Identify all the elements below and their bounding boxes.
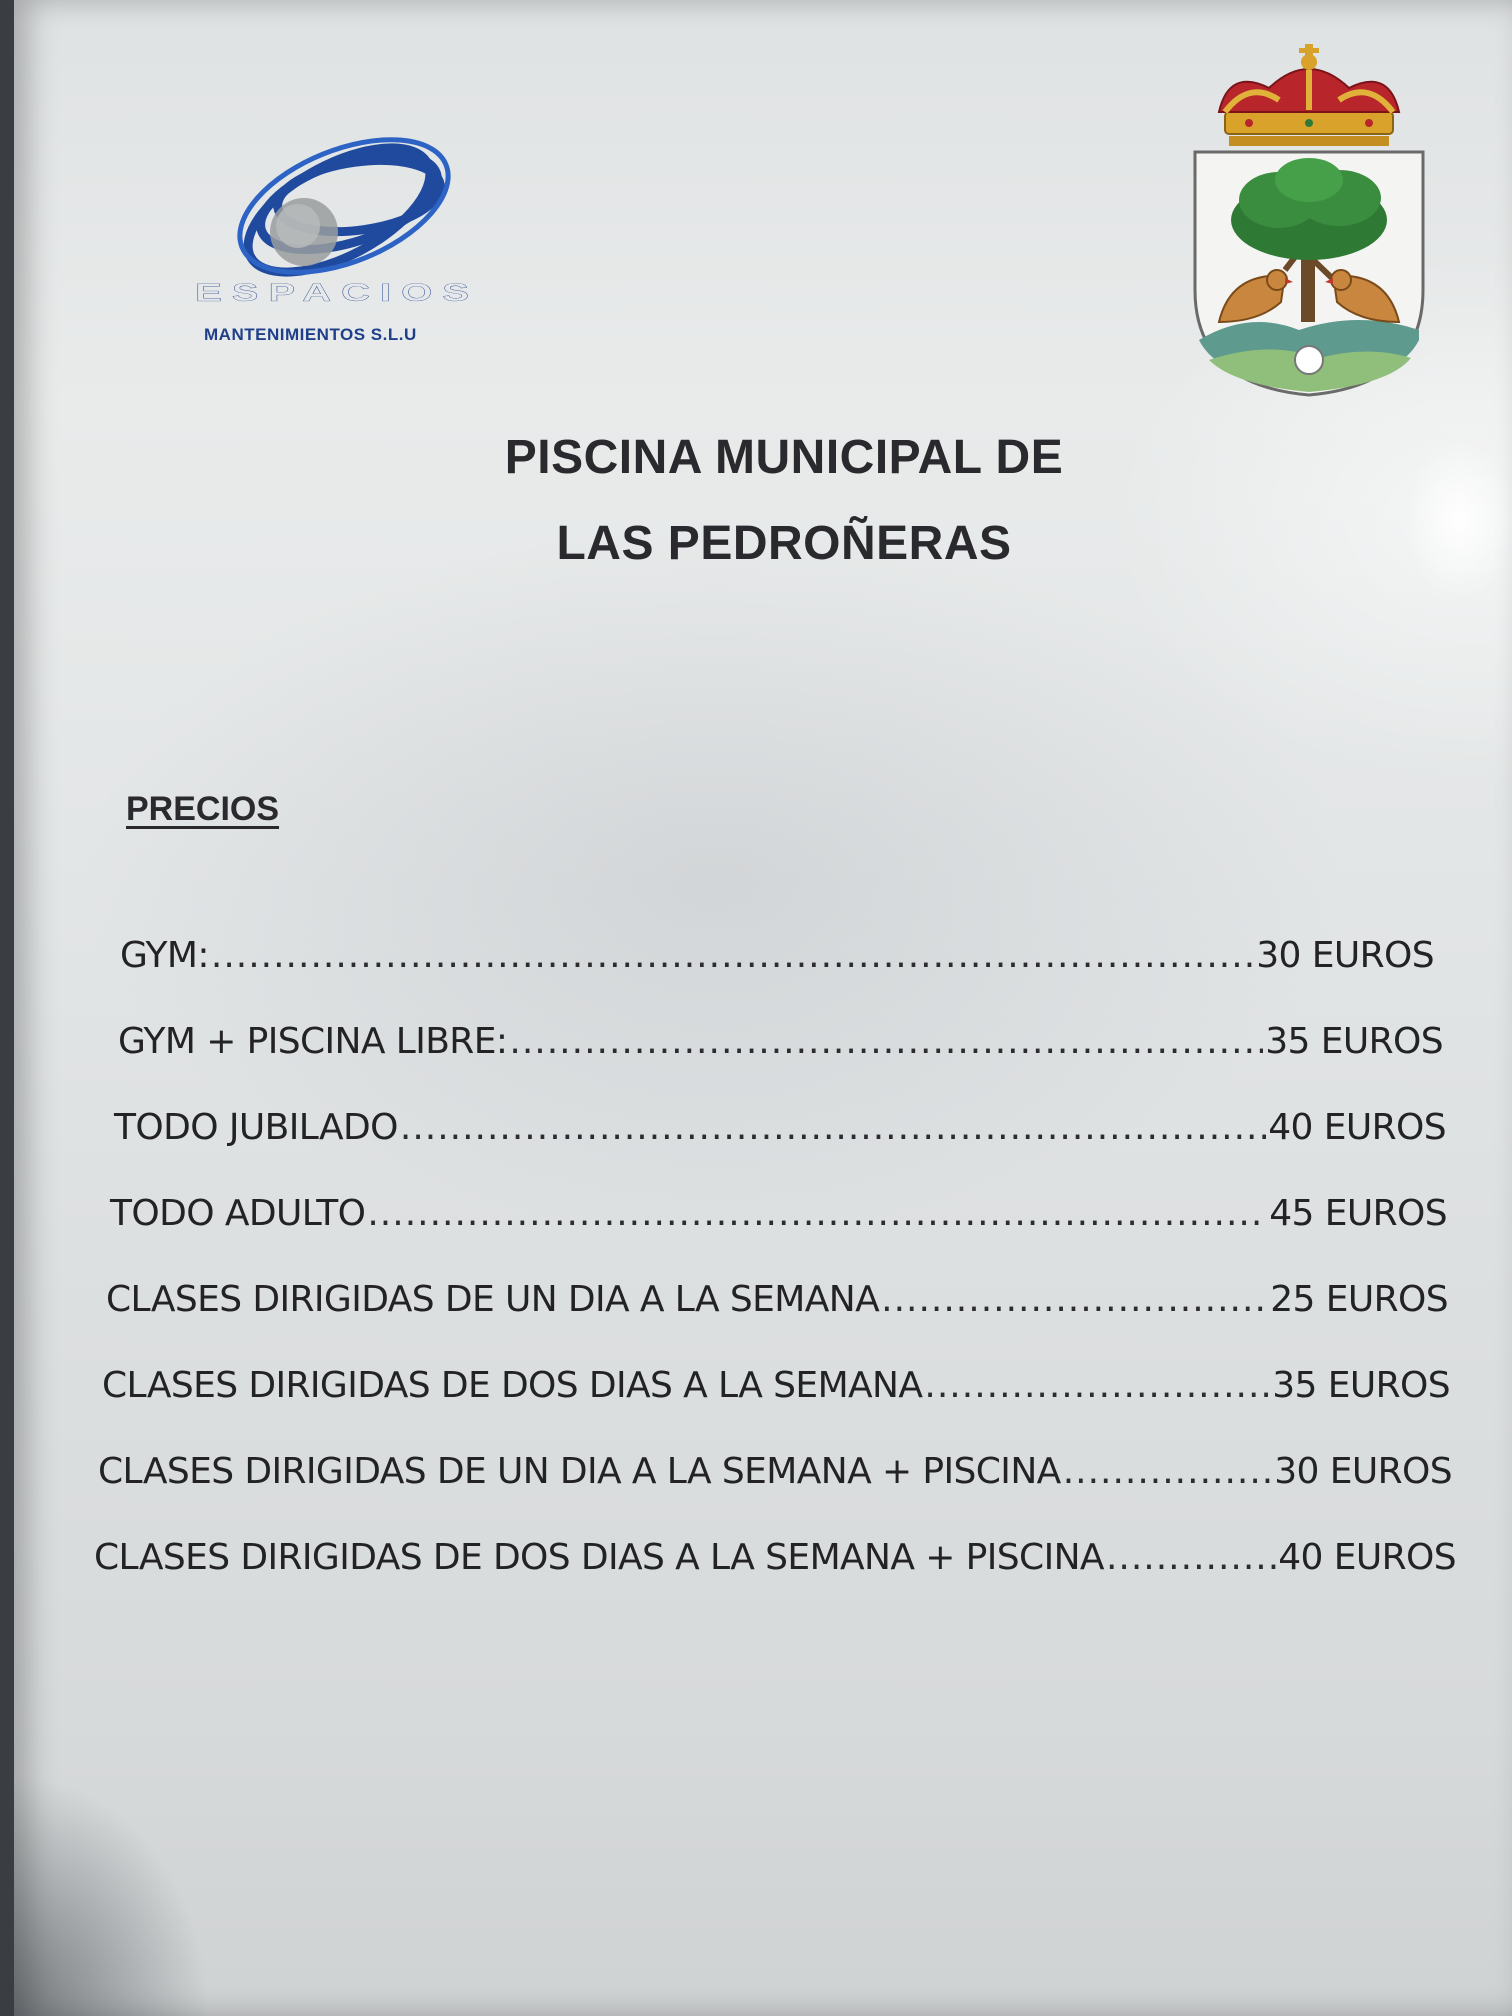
price-value: 45 EUROS bbox=[1269, 1193, 1447, 1234]
price-value: 40 EUROS bbox=[1268, 1107, 1446, 1148]
price-row bbox=[118, 1021, 1443, 1107]
logo-wordmark: ESPACIOS bbox=[195, 279, 479, 307]
dot-leader bbox=[881, 1279, 1268, 1320]
dot-leader bbox=[924, 1365, 1270, 1406]
espacios-logo bbox=[154, 120, 524, 350]
price-list bbox=[94, 935, 1456, 1623]
paper-sheet bbox=[14, 0, 1512, 2016]
price-value: 30 EUROS bbox=[1274, 1451, 1452, 1492]
price-label: TODO JUBILADO bbox=[114, 1107, 398, 1148]
logo-subtitle: MANTENIMIENTOS S.L.U bbox=[204, 325, 417, 344]
price-row bbox=[94, 1537, 1456, 1623]
dot-leader bbox=[211, 935, 1254, 976]
price-label: CLASES DIRIGIDAS DE DOS DIAS A LA SEMANA bbox=[102, 1365, 923, 1406]
prices-heading: PRECIOS bbox=[126, 790, 280, 828]
price-row bbox=[120, 935, 1434, 1021]
dot-leader bbox=[367, 1193, 1267, 1234]
price-label: CLASES DIRIGIDAS DE DOS DIAS A LA SEMANA + PISCINA bbox=[94, 1537, 1104, 1578]
price-row bbox=[114, 1107, 1446, 1193]
orbit-logo-icon bbox=[154, 120, 524, 290]
price-row bbox=[110, 1193, 1447, 1279]
price-label: TODO ADULTO bbox=[110, 1193, 366, 1234]
coat-of-arms bbox=[1189, 40, 1429, 400]
dot-leader bbox=[400, 1107, 1266, 1148]
price-label: GYM: bbox=[120, 935, 209, 976]
price-value: 25 EUROS bbox=[1270, 1279, 1448, 1320]
page-title-line-2: LAS PEDROÑERAS bbox=[556, 517, 1012, 570]
corner-shadow bbox=[14, 1636, 274, 2016]
price-value: 35 EUROS bbox=[1272, 1365, 1450, 1406]
price-label: GYM + PISCINA LIBRE: bbox=[118, 1021, 508, 1062]
price-value: 35 EUROS bbox=[1265, 1021, 1443, 1062]
price-label: CLASES DIRIGIDAS DE UN DIA A LA SEMANA bbox=[106, 1279, 880, 1320]
coat-of-arms-icon bbox=[1189, 40, 1429, 400]
price-label: CLASES DIRIGIDAS DE UN DIA A LA SEMANA + PISCINA bbox=[98, 1451, 1061, 1492]
price-row bbox=[102, 1365, 1450, 1451]
dot-leader bbox=[1106, 1537, 1276, 1578]
price-value: 40 EUROS bbox=[1278, 1537, 1456, 1578]
dot-leader bbox=[1063, 1451, 1273, 1492]
price-row bbox=[106, 1279, 1448, 1365]
dot-leader bbox=[509, 1021, 1263, 1062]
price-row bbox=[98, 1451, 1452, 1537]
price-value: 30 EUROS bbox=[1256, 935, 1434, 976]
page-title-line-1: PISCINA MUNICIPAL DE bbox=[504, 431, 1064, 484]
